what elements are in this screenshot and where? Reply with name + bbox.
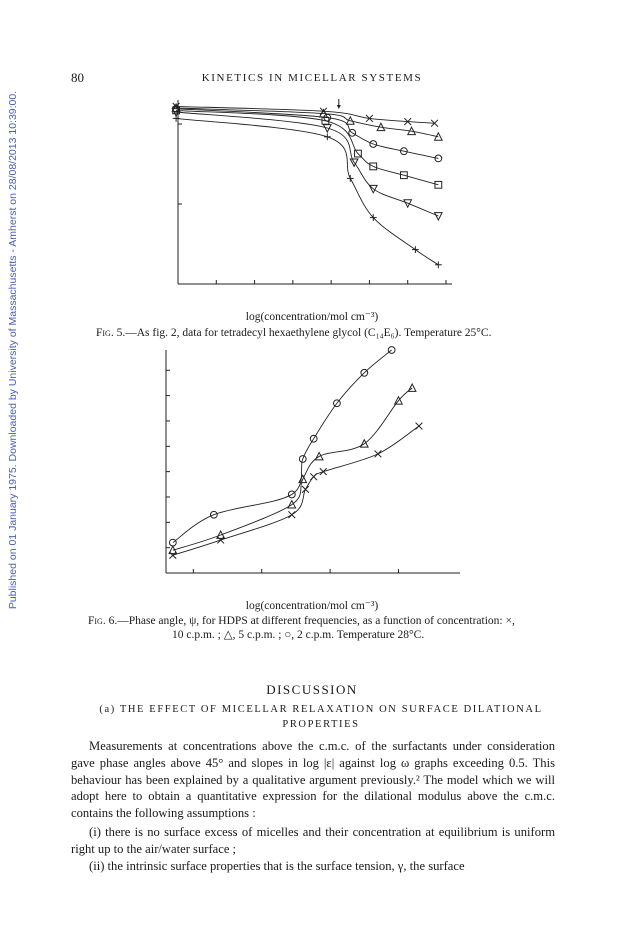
figure-6-series-2-point xyxy=(169,539,176,546)
page-number: 80 xyxy=(71,70,84,85)
figure-6-series-0-point xyxy=(416,423,423,430)
figure-5-caption-label: Fig. 5. xyxy=(96,327,126,339)
figure-6-chart xyxy=(120,344,470,594)
download-watermark: Published on 01 January 1975. Downloaded by University of Massachusetts - Amherst on 28/08/2013 10:39:00. xyxy=(7,90,19,610)
section-heading: DISCUSSION xyxy=(266,682,358,697)
figure-6-series-0-point xyxy=(320,468,327,475)
figure-6-series-0-point xyxy=(169,552,176,559)
figure-5-caption xyxy=(96,326,491,340)
figure-5-series-4-line xyxy=(176,112,438,216)
figure-6-caption-label: Fig. 6. xyxy=(88,615,118,627)
figure-6-series-0-point xyxy=(217,537,224,544)
figure-6-series-1-line xyxy=(173,388,412,550)
figure-5-series-4-point xyxy=(435,213,443,220)
body-paragraph-1: Measurements at concentrations above the c.m.c. of the surfactants under consideration gave phase angles above 45° and slopes in log |ε| against log ω graphs exceeding 0.5. This behaviour has been explained by a qualitative argument previously.² The model which we will adopt here to obtain a quantitative expression for the dilational modulus above the c.m.c. contains the following assumptions : xyxy=(71,739,555,821)
figure-5-series-5-point xyxy=(324,133,331,140)
figure-5-cmc-arrowhead xyxy=(337,105,341,109)
figure-6-caption-line1: —Phase angle, ψ, for HDPS at different frequencies, as a function of concentration: ×, xyxy=(117,615,515,627)
figure-6-series-0-point xyxy=(375,450,382,457)
figure-6-series-0-point xyxy=(302,486,309,493)
running-head: KINETICS IN MICELLAR SYSTEMS xyxy=(201,72,423,84)
figure-6-caption xyxy=(88,614,558,642)
figure-5-caption-text: —As fig. 2, data for tetradecyl hexaethylene glycol (C₁₄E₆). Temperature 25°C. xyxy=(125,327,492,339)
figure-5-series-5-point xyxy=(412,246,419,253)
figure-5-chart xyxy=(120,86,460,304)
figure-5-series-5-line xyxy=(176,118,438,264)
figure-6-series-0-point xyxy=(288,511,295,518)
subsection-heading: (a) THE EFFECT OF MICELLAR RELAXATION ON SURFACE DILATIONAL PROPERTIES xyxy=(99,704,543,730)
figure-6-x-label: log(concentration/mol cm⁻³) xyxy=(245,600,379,612)
figure-6-series-0-point xyxy=(310,473,317,480)
body-paragraph-3: (ii) the intrinsic surface properties that is the surface tension, γ, the surface xyxy=(89,859,465,873)
body-paragraph-2: (i) there is no surface excess of micelles and their concentration at equilibrium is uniform right up to the air/water surface ; xyxy=(71,825,555,856)
figure-5-series-5-point xyxy=(347,175,354,182)
figure-5-series-5-point xyxy=(435,261,442,268)
figure-5-series-2-line xyxy=(176,109,438,159)
figure-6-caption-line2: 10 c.p.m. ; △, 5 c.p.m. ; ○, 2 c.p.m. Temperature 28°C. xyxy=(172,629,425,641)
figure-5-x-label: log(concentration/mol cm⁻³) xyxy=(245,311,379,323)
